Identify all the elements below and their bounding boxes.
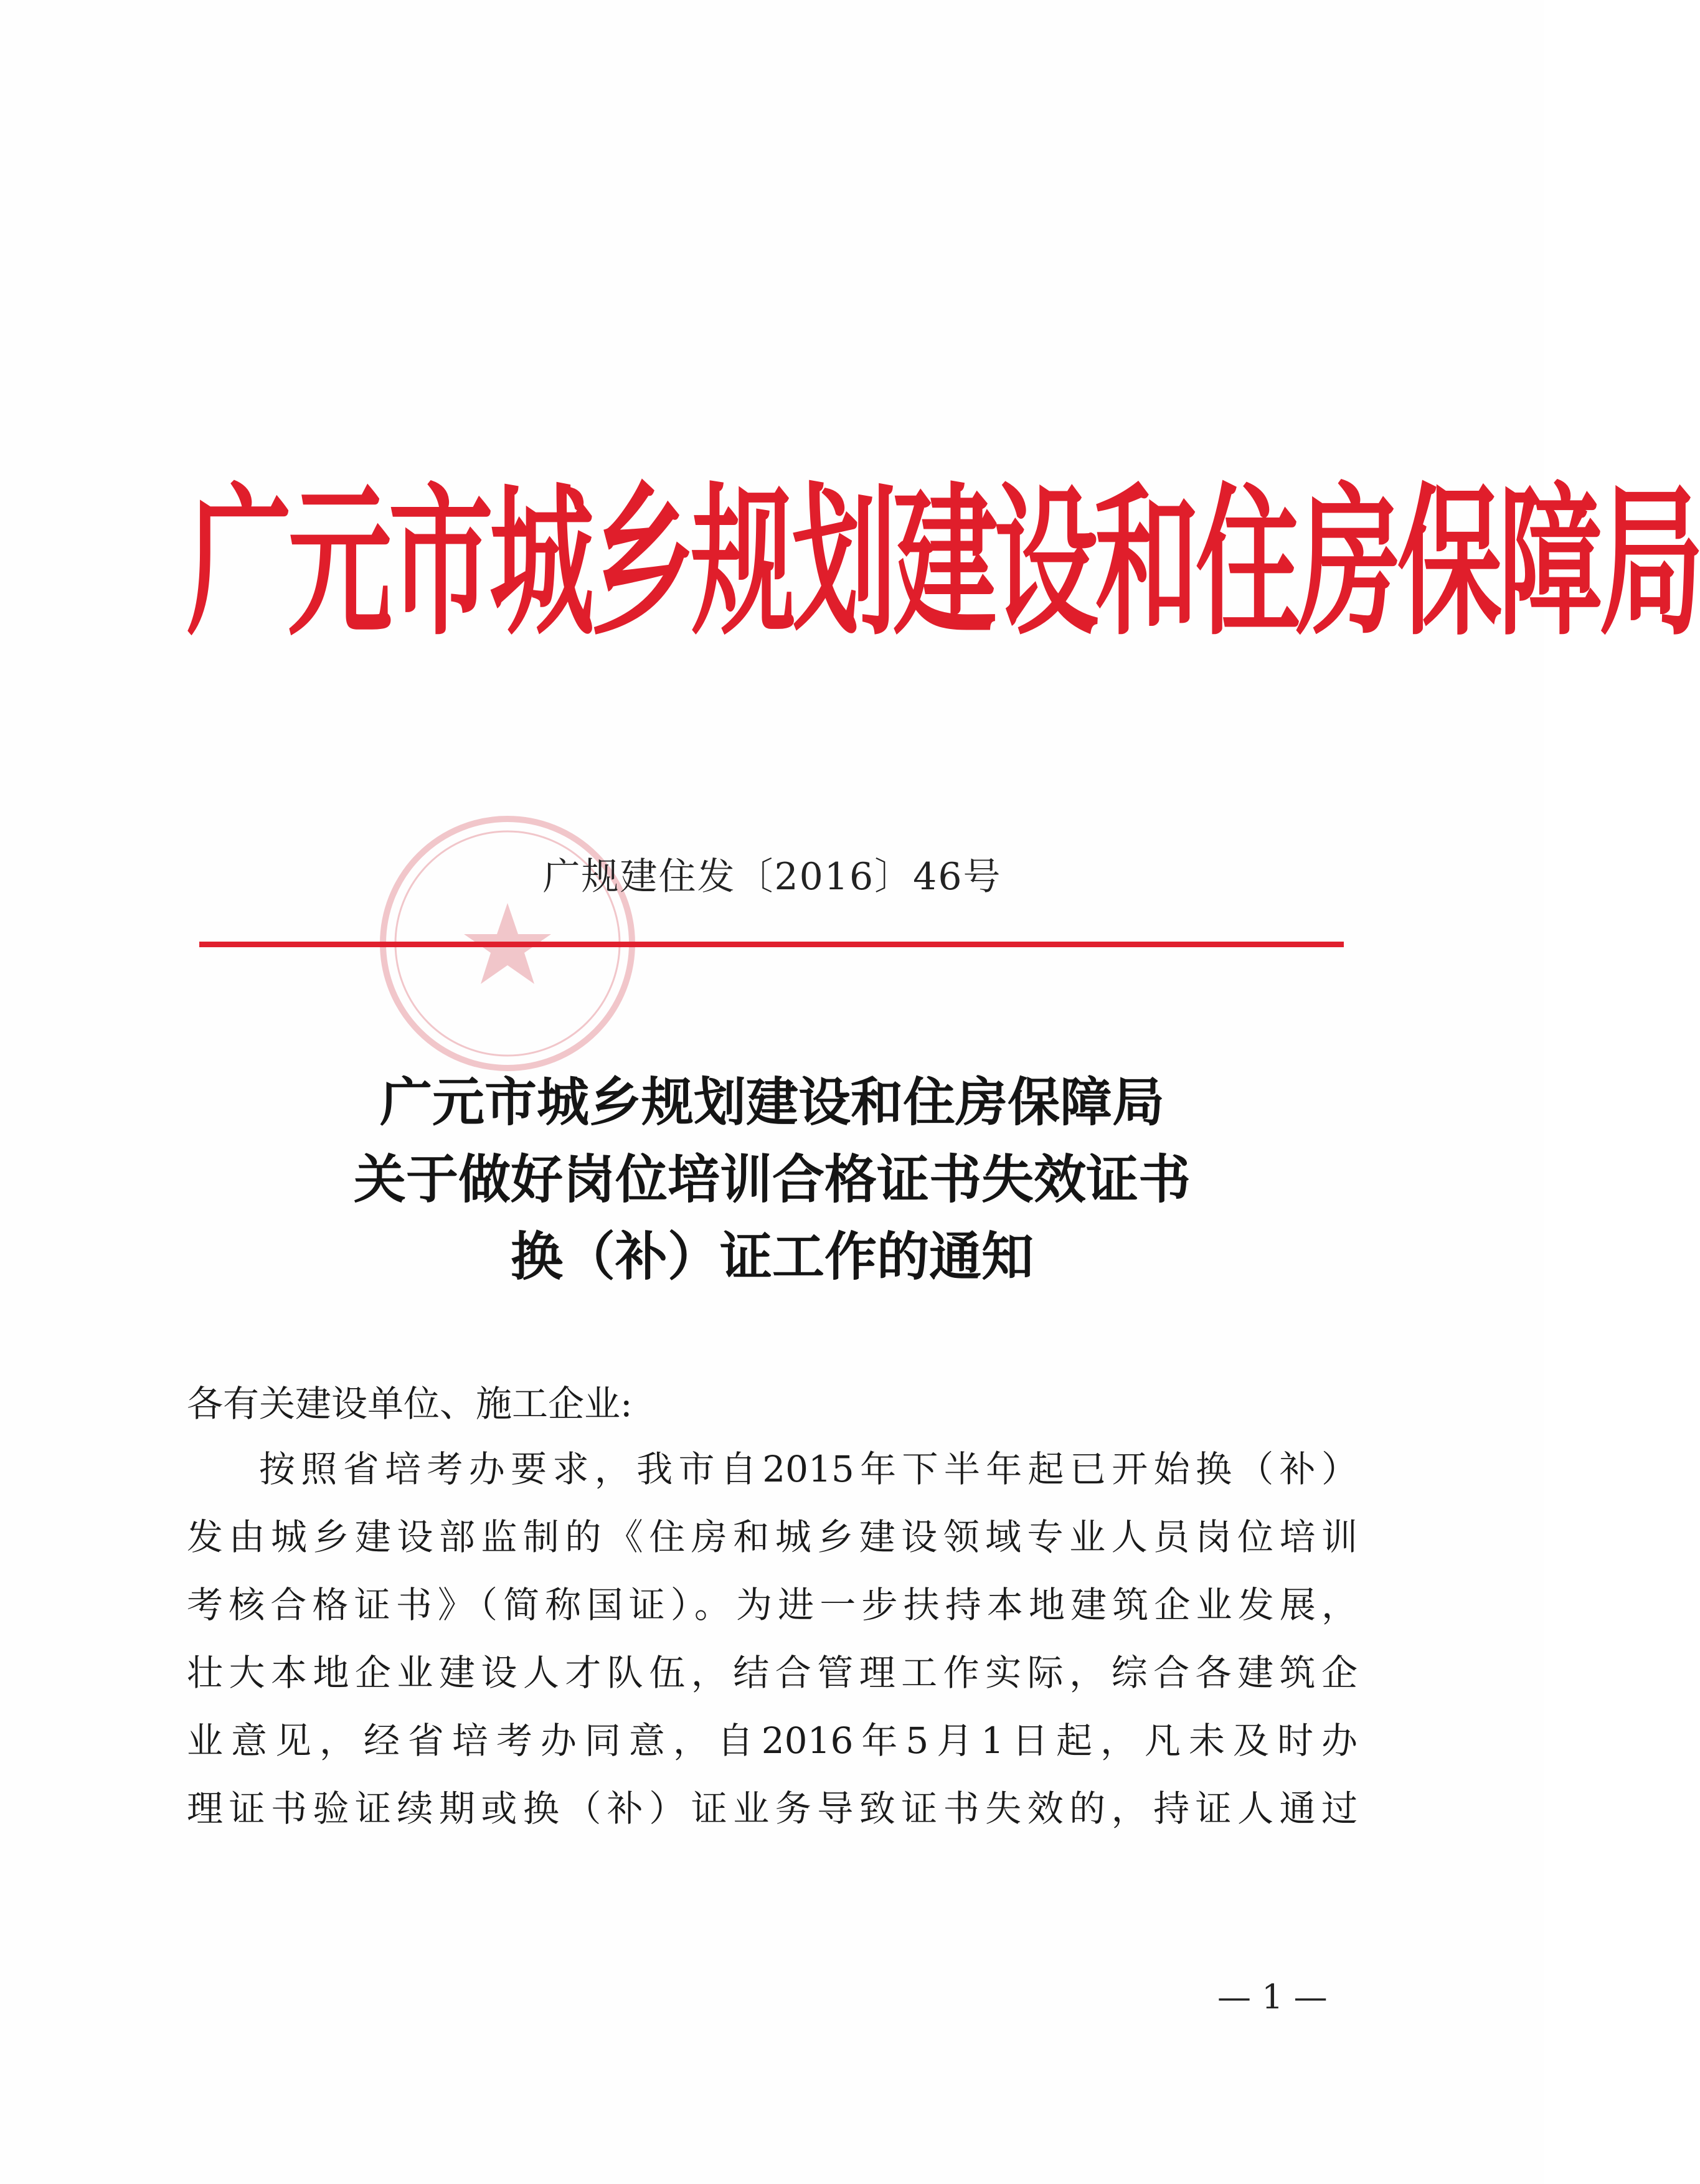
title-line: 广元市城乡规划建设和住房保障局 [379,1071,1164,1133]
salutation: 各有关建设单位、施工企业: [187,1383,633,1425]
body-line: 考核合格证书》（简称国证）。为进一步扶持本地建筑企业发展， [187,1584,1358,1626]
title-line: 关于做好岗位培训合格证书失效证书 [353,1148,1191,1210]
body-line: 发由城乡建设部监制的《住房和城乡建设领域专业人员岗位培训 [187,1516,1358,1558]
issuing-organization-header: 广元市城乡规划建设和住房保障局 [187,468,1700,658]
red-separator-rule [199,942,1344,947]
document-number: 广规建住发〔2016〕46号 [542,855,1002,899]
body-line: 按照省培考办要求，我市自2015年下半年起已开始换（补） [259,1448,1358,1490]
document-title [187,1064,1358,1295]
body-line: 业意见，经省培考办同意，自2016年5月1日起，凡未及时办 [187,1719,1358,1762]
body-line: 壮大本地企业建设人才队伍，结合管理工作实际，综合各建筑企 [187,1652,1358,1694]
page-number: — 1 — [1217,1977,1328,2016]
body-paragraph [187,1448,1358,1858]
body-line: 理证书验证续期或换（补）证业务导致证书失效的，持证人通过 [187,1787,1358,1830]
title-line: 换（补）证工作的通知 [510,1226,1034,1287]
